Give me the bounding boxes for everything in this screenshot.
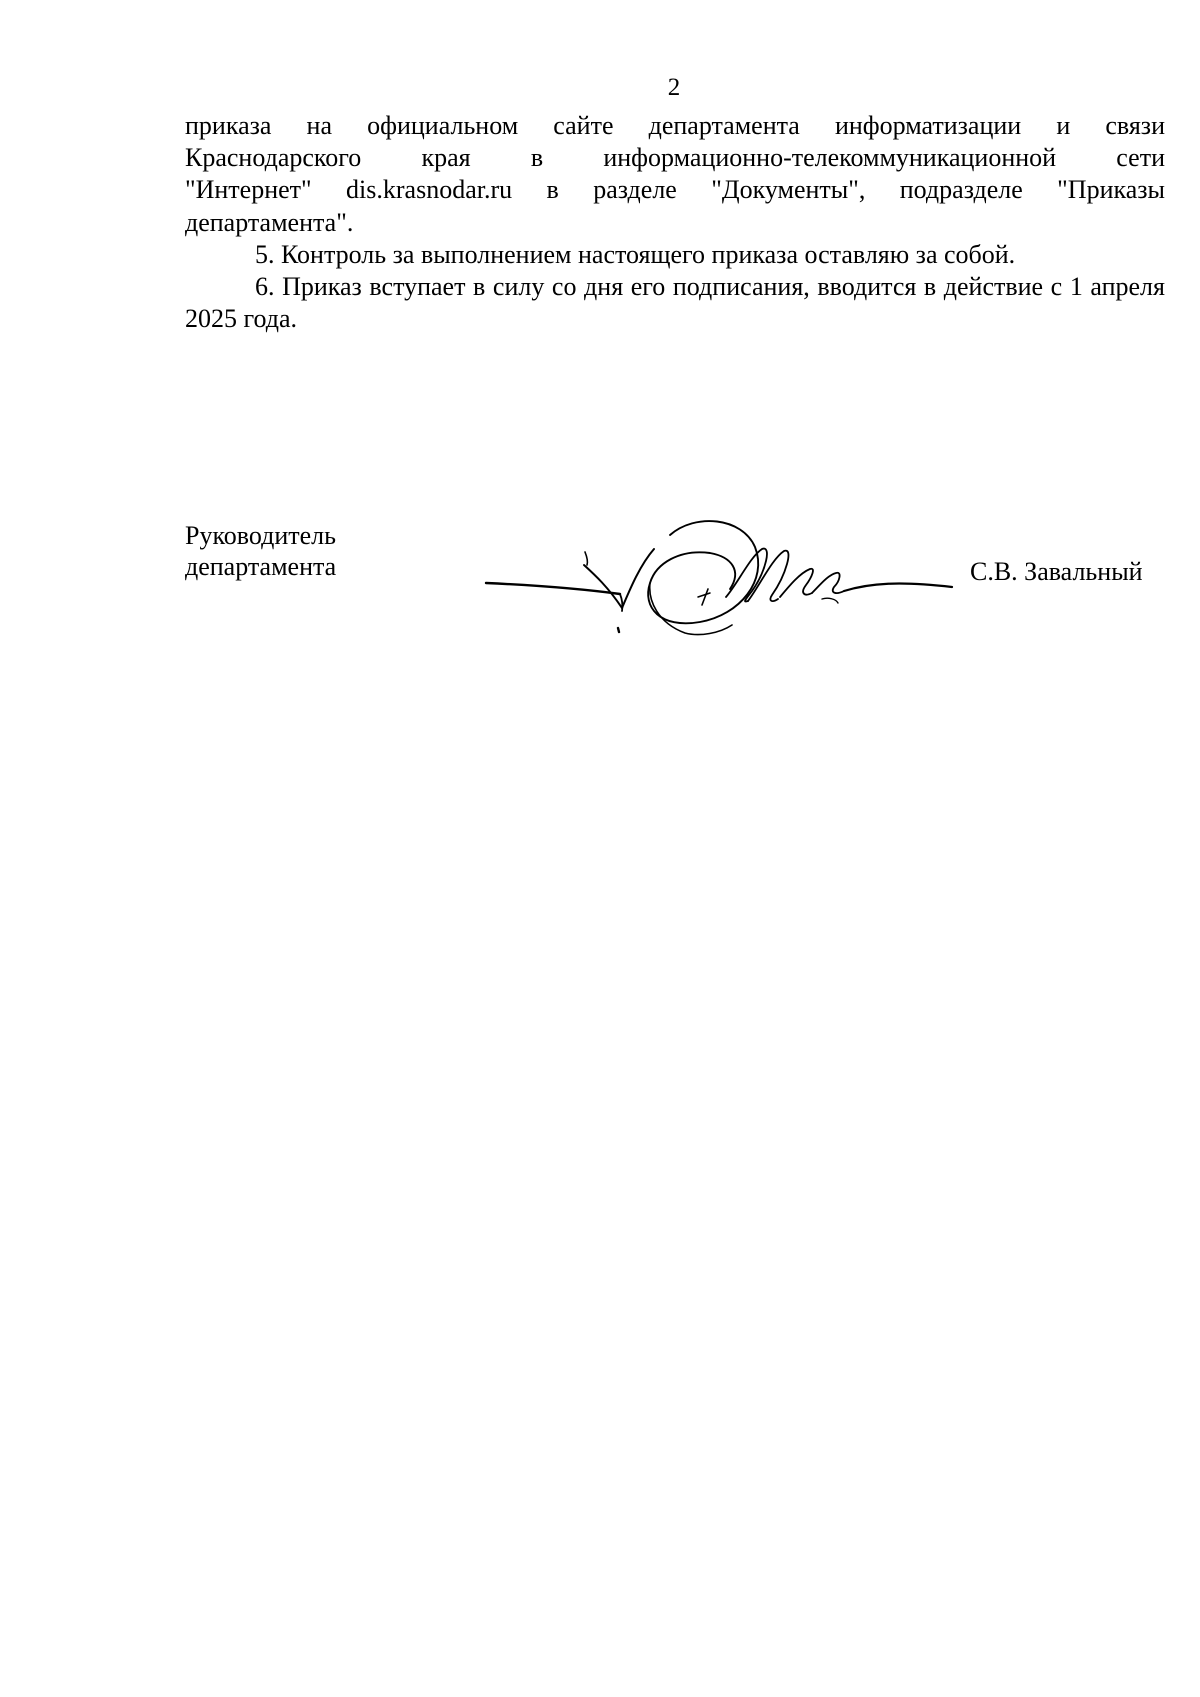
paragraph-line: Краснодарского края в информационно-телекоммуникационной сети: [185, 143, 1165, 173]
signatory-title: [185, 520, 336, 582]
paragraph-line: "Интернет" dis.krasnodar.ru в разделе "Документы", подразделе "Приказы: [185, 175, 1165, 205]
paragraph-line: департамента".: [185, 207, 354, 237]
paragraph-6: 6. Приказ вступает в силу со дня его подписания, вводится в действие с 1 апреля 2025 года.: [185, 272, 1165, 334]
page-number: 2: [667, 74, 681, 101]
document-body: [185, 110, 1165, 335]
signatory-title-line: департамента: [185, 552, 337, 581]
paragraph-4-continuation: [185, 110, 1165, 239]
signatory-name: С.В. Завальный: [970, 557, 1143, 586]
signatory-title-line: Руководитель: [185, 521, 336, 550]
paragraph-line: приказа на официальном сайте департамента информатизации и связи: [185, 111, 1165, 140]
handwritten-signature: [480, 505, 960, 640]
paragraph-5: 5. Контроль за выполнением настоящего приказа оставляю за собой.: [255, 239, 1016, 269]
